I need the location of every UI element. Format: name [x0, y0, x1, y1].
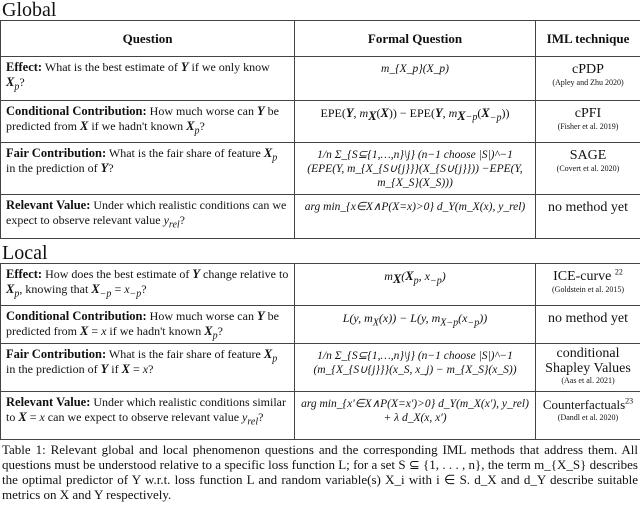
table-row	[1, 57, 640, 101]
method: no method yet	[547, 311, 629, 326]
question-cell: Fair Contribution: What is the fair share of feature $X_p$ in the prediction of Y if X = x?	[1, 344, 295, 392]
method: no method yet	[547, 200, 629, 215]
question-cell: Fair Contribution: What is the fair share of feature $X_p$ in the prediction of Y?	[1, 143, 295, 195]
section-title-global: Global	[2, 0, 57, 21]
formal-cell: $m_X(X_p$, $x_{-p}$)	[295, 264, 536, 306]
citation: (Goldstein et al. 2015)	[552, 285, 624, 294]
question-cell: Conditional Contribution: How much worse can Y be predicted from X if we hadn't known $X_p$?	[1, 101, 295, 143]
header-question: Question	[1, 21, 295, 57]
row-label: Effect:	[6, 60, 43, 74]
formal-cell: EPE(Y, $m_X(X)) - EPE(Y$, $m_{X-p}(X_{-p})$)	[295, 101, 536, 143]
row-label: Conditional Contribution:	[6, 309, 147, 323]
header-formal: Formal Question	[295, 21, 536, 57]
footnote-mark: 23	[625, 396, 634, 406]
table-row	[1, 306, 640, 344]
row-label: Relevant Value:	[6, 395, 91, 409]
method: ICE-curve	[553, 269, 612, 284]
method-cell	[536, 264, 640, 306]
row-label: Fair Contribution:	[6, 347, 107, 361]
method: Counterfactuals	[542, 397, 626, 412]
row-label: Conditional Contribution:	[6, 104, 147, 118]
formal-cell: 1/n Σ_{S⊆{1,…,n}\j} (n−1 choose |S|)^−1 (m_{X_{S∪{j}}}(x_S, x_j) − m_{X_S}(x_S))	[295, 344, 536, 392]
method-cell	[536, 344, 640, 392]
table-row	[1, 392, 640, 440]
local-table	[0, 263, 640, 440]
citation: (Fisher et al. 2019)	[557, 122, 619, 131]
formal-cell: 1/n Σ_{S⊆{1,…,n}\j} (n−1 choose |S|)^−1 (EPE(Y, m_{X_{S∪{j}}}(X_{S∪{j}})) −EPE(Y, m_{X_S}(X_S)))	[295, 143, 536, 195]
question-cell: Conditional Contribution: How much worse can Y be predicted from X = x if we hadn't known $X_p$?	[1, 306, 295, 344]
method: cPDP	[572, 62, 604, 77]
table-row	[1, 101, 640, 143]
citation: (Dandl et al. 2020)	[557, 413, 619, 422]
table-row	[1, 264, 640, 306]
global-table	[0, 20, 640, 239]
citation: (Aas et al. 2021)	[561, 376, 615, 385]
section-title-local: Local	[2, 242, 48, 264]
row-label: Effect:	[6, 267, 43, 281]
question-cell: Relevant Value: Under which realistic conditions similar to X = x can we expect to observe relevant value $y_{rel}$?	[1, 392, 295, 440]
footnote-mark: 22	[614, 267, 623, 277]
method: SAGE	[569, 148, 607, 163]
question-cell: Effect: What is the best estimate of Y if we only know $X_p$?	[1, 57, 295, 101]
formal-cell: arg min_{x'∈X∧P(X=x')>0} d_Y(m_X(x'), y_rel) + λ d_X(x, x')	[295, 392, 536, 440]
header-technique: IML technique	[536, 21, 640, 57]
table-row	[1, 195, 640, 239]
method-cell	[536, 392, 640, 440]
question-cell: Effect: How does the best estimate of Y change relative to $X_p$, knowing that $X_{-p} = x_{-p}$?	[1, 264, 295, 306]
method-cell	[536, 195, 640, 239]
table-caption: Table 1: Relevant global and local phenomenon questions and the corresponding IML methods that address them. All questions must be understood relative to a specific loss function L; for a set S ⊆ {1, . . . , n}, the term m_{X_S} describes the optimal predictor of Y w.r.t. loss function L and random variable(s) X_i with i ∈ S. d_X and d_Y describe suitable metrics on X and Y respectively.	[2, 442, 638, 502]
method: conditional Shapley Values	[545, 346, 631, 376]
formal-cell: L(y, $m_X(x)) - L(y$, $m_{X-p}(x_{-p})$)	[295, 306, 536, 344]
formal-cell: m_{X_p}(X_p)	[295, 57, 536, 101]
formal-cell: arg min_{x∈X∧P(X=x)>0} d_Y(m_X(x), y_rel)	[295, 195, 536, 239]
citation: (Covert et al. 2020)	[556, 164, 620, 173]
question-cell: Relevant Value: Under which realistic conditions can we expect to observe relevant value $y_{rel}$?	[1, 195, 295, 239]
method-cell	[536, 101, 640, 143]
row-label: Relevant Value:	[6, 198, 91, 212]
method-cell	[536, 306, 640, 344]
method-cell	[536, 57, 640, 101]
table-row	[1, 344, 640, 392]
citation: (Apley and Zhu 2020)	[552, 78, 624, 87]
header-row	[1, 21, 640, 57]
method: cPFI	[574, 106, 602, 121]
table-row	[1, 143, 640, 195]
row-label: Fair Contribution:	[6, 146, 107, 160]
method-cell	[536, 143, 640, 195]
